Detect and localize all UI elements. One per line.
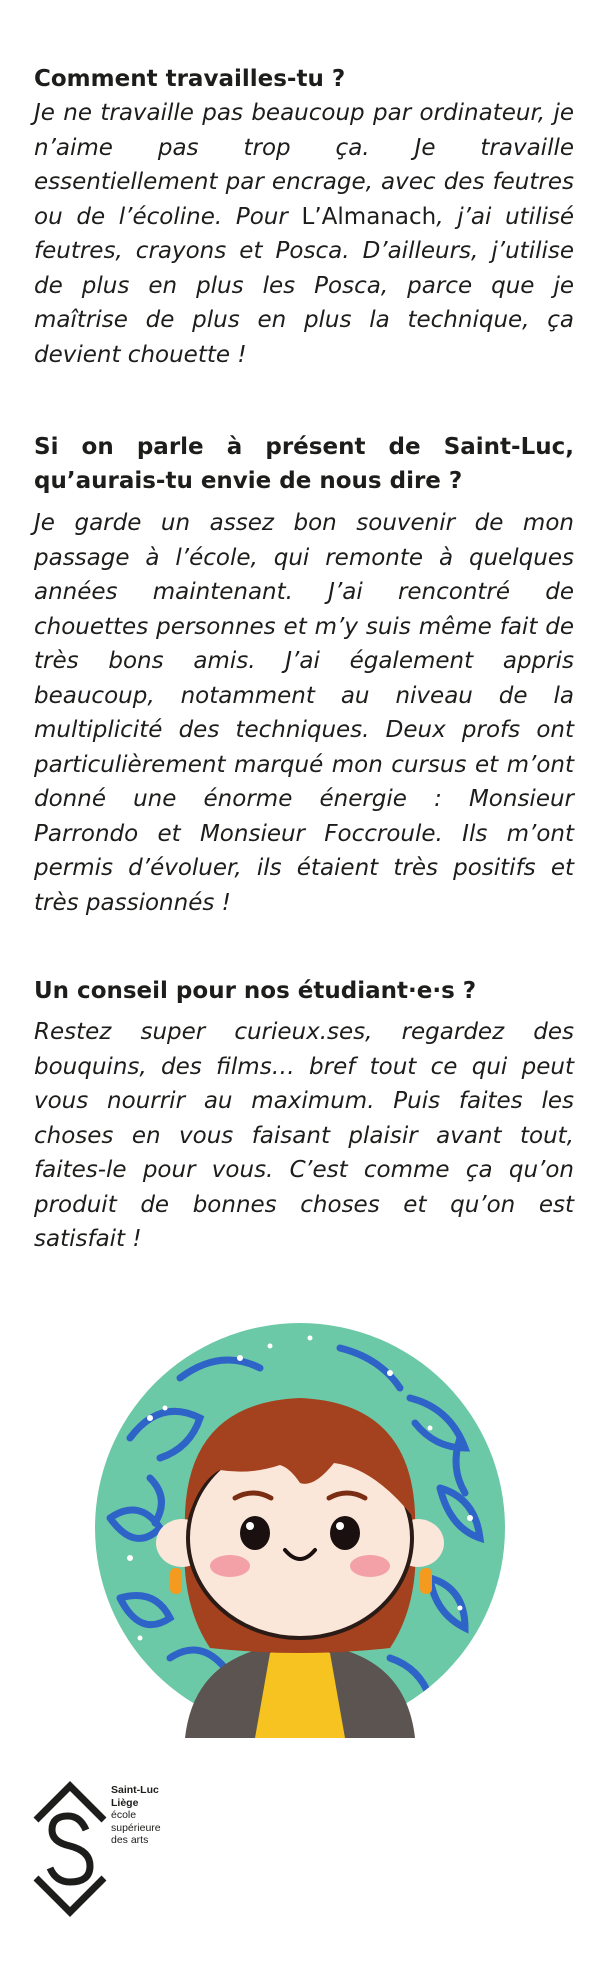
saint-luc-s-logo-icon (30, 1778, 190, 1918)
question-heading-2: Si on parle à présent de Saint-Luc, qu’aurais-tu envie de nous dire ? (34, 434, 574, 494)
answer-1-part-a: Je ne travaille pas beaucoup par ordinateur, je n’aime pas trop ça. Je travaille essentiellement par encrage, avec des feutres ou de l’écoline. Pour (34, 100, 574, 230)
logo-text (111, 1784, 161, 1847)
book-title: L’Almanach (301, 203, 437, 230)
question-heading-1: Comment travailles-tu ? (34, 66, 346, 92)
answer-paragraph-3: Restez super curieux.ses, regardez des bouquins, des films… bref tout ce qui peut vous nourrir au maximum. Puis faites les choses en vous faisant plaisir avant tout, faites-le pour vous. C’est comme ça qu’on produit de bonnes choses et qu’on est satisfait ! (34, 1019, 574, 1252)
logo-line-3: école (111, 1809, 137, 1821)
answer-paragraph-1 (34, 96, 574, 372)
logo-line-5: des arts (111, 1834, 149, 1846)
answer-paragraph-2: Je garde un assez bon souvenir de mon passage à l’école, qui remonte à quelques années maintenant. J’ai rencontré de chouettes personnes et m’y suis même fait de très bons amis. J’ai également appris beaucoup, notamment au niveau de la multiplicité des techniques. Deux profs ont particulièrement marqué mon cursus et m’ont donné une énorme énergie : Monsieur Parrondo et Monsieur Foccroule. Ils m’ont permis d’évoluer, ils étaient très positifs et très passionnés ! (34, 510, 574, 916)
logo-line-2: Liège (111, 1796, 139, 1809)
logo-line-1: Saint-Luc (111, 1784, 159, 1796)
question-heading-3: Un conseil pour nos étudiant·e·s ? (34, 978, 477, 1004)
illustrated-portrait-icon (90, 1318, 510, 1738)
answer-1-part-b: , j’ai utilisé feutres, crayons et Posca. D’ailleurs, j’utilise de plus en plus les Posca, parce que je maîtrise de plus en plus la technique, ça devient chouette ! (34, 203, 574, 368)
logo-line-4: supérieure (111, 1821, 161, 1834)
